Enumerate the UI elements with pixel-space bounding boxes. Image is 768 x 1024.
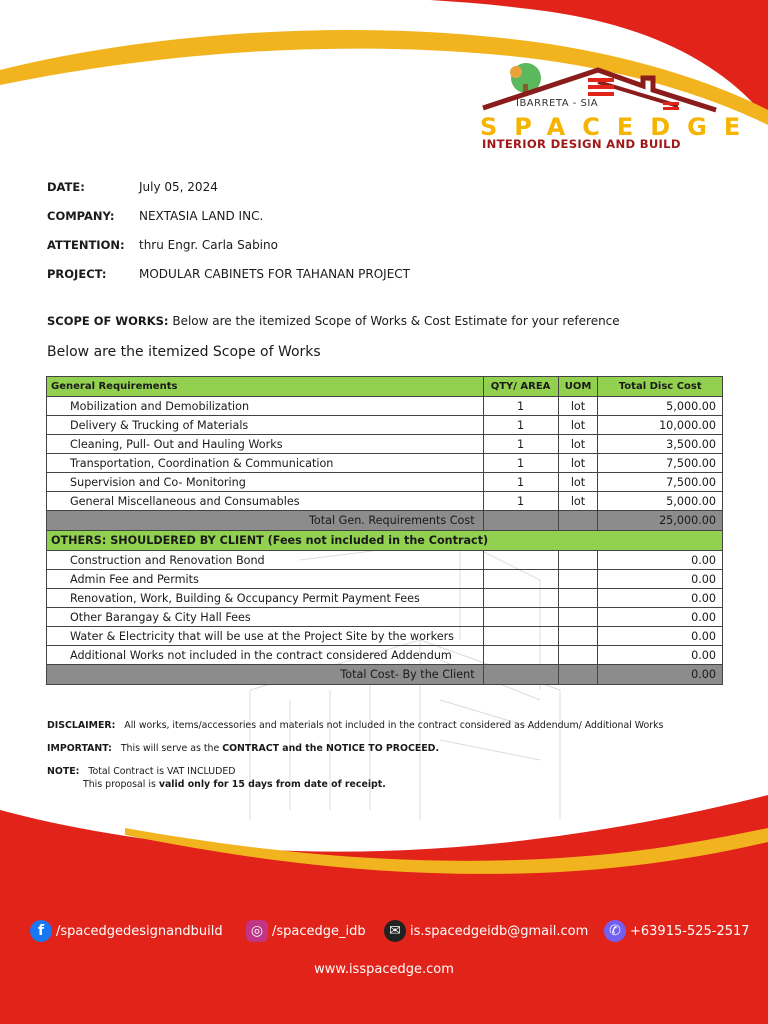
row-cost: 7,500.00	[598, 454, 723, 473]
others-section-header	[47, 531, 723, 551]
row-cost: 7,500.00	[598, 473, 723, 492]
instagram-contact[interactable]	[246, 919, 366, 943]
others-total-row	[47, 665, 723, 685]
row-cost: 5,000.00	[598, 492, 723, 511]
row-item: Additional Works not included in the contract considered Addendum	[47, 646, 484, 665]
email-contact[interactable]	[384, 919, 588, 943]
row-item: Other Barangay & City Hall Fees	[47, 608, 484, 627]
email-icon: ✉	[384, 920, 406, 942]
row-item: Supervision and Co- Monitoring	[47, 473, 484, 492]
empty-cell	[558, 608, 598, 627]
row-uom: lot	[558, 435, 598, 454]
row-uom: lot	[558, 416, 598, 435]
row-qty: 1	[483, 416, 558, 435]
scope-label: SCOPE OF WORKS:	[47, 314, 169, 328]
empty-cell	[558, 646, 598, 665]
general-total-label: Total Gen. Requirements Cost	[47, 511, 484, 531]
table-row	[47, 646, 723, 665]
empty-cell	[483, 589, 558, 608]
row-cost: 3,500.00	[598, 435, 723, 454]
cost-table	[46, 376, 723, 685]
row-cost: 0.00	[598, 646, 723, 665]
phone-contact[interactable]	[604, 919, 750, 943]
table-header-row	[47, 377, 723, 397]
important-text: This will serve as the	[120, 743, 220, 754]
row-qty: 1	[483, 473, 558, 492]
table-row	[47, 551, 723, 570]
table-row	[47, 473, 723, 492]
phone-number[interactable]: +63915-525-2517	[630, 923, 750, 939]
row-qty: 1	[483, 397, 558, 416]
table-row	[47, 608, 723, 627]
table-row	[47, 454, 723, 473]
table-row	[47, 492, 723, 511]
row-uom: lot	[558, 454, 598, 473]
logo-mark	[478, 60, 728, 120]
header-uom: UOM	[558, 377, 598, 397]
website-link[interactable]: www.isspacedge.com	[314, 962, 454, 977]
instagram-icon: ◎	[246, 920, 268, 942]
empty-cell	[483, 511, 558, 531]
validity-text: This proposal is	[83, 779, 156, 790]
row-item: Transportation, Coordination & Communication	[47, 454, 484, 473]
logo-subtitle: IBARRETA - SIA	[516, 98, 599, 109]
table-row	[47, 435, 723, 454]
row-uom: lot	[558, 397, 598, 416]
others-total-value: 0.00	[598, 665, 723, 685]
validity-note	[83, 779, 386, 790]
disclaimer-text: All works, items/accessories and materials not included in the contract considered as Addendum/ Additional Works	[124, 720, 664, 731]
row-cost: 10,000.00	[598, 416, 723, 435]
general-total-row	[47, 511, 723, 531]
viber-icon: ✆	[604, 920, 626, 942]
row-uom: lot	[558, 473, 598, 492]
vat-note	[47, 766, 236, 777]
table-row	[47, 397, 723, 416]
empty-cell	[483, 608, 558, 627]
important-label: IMPORTANT:	[47, 743, 112, 754]
empty-cell	[558, 589, 598, 608]
instagram-handle[interactable]: /spacedge_idb	[272, 923, 366, 939]
facebook-contact[interactable]	[30, 919, 223, 943]
row-item: Admin Fee and Permits	[47, 570, 484, 589]
row-cost: 0.00	[598, 627, 723, 646]
empty-cell	[483, 665, 558, 685]
row-item: Water & Electricity that will be use at the Project Site by the workers	[47, 627, 484, 646]
row-qty: 1	[483, 435, 558, 454]
date-label: DATE:	[47, 180, 85, 194]
disclaimer-note	[47, 720, 663, 731]
row-item: Mobilization and Demobilization	[47, 397, 484, 416]
facebook-handle[interactable]: /spacedgedesignandbuild	[56, 923, 223, 939]
validity-bold-text: valid only for 15 days from date of receipt.	[158, 779, 386, 790]
note-label: NOTE:	[47, 766, 80, 777]
others-total-label: Total Cost- By the Client	[47, 665, 484, 685]
important-bold-text: CONTRACT and the NOTICE TO PROCEED.	[222, 743, 440, 754]
empty-cell	[483, 627, 558, 646]
empty-cell	[558, 570, 598, 589]
empty-cell	[558, 551, 598, 570]
date-value: July 05, 2024	[139, 180, 218, 194]
row-qty: 1	[483, 454, 558, 473]
scope-of-works	[47, 314, 620, 328]
company-logo	[478, 60, 758, 160]
general-total-value: 25,000.00	[598, 511, 723, 531]
header-total-disc-cost: Total Disc Cost	[598, 377, 723, 397]
empty-cell	[483, 646, 558, 665]
facebook-icon: f	[30, 920, 52, 942]
row-cost: 0.00	[598, 551, 723, 570]
empty-cell	[483, 570, 558, 589]
note-text: Total Contract is VAT INCLUDED	[88, 766, 236, 777]
table-row	[47, 627, 723, 646]
project-label: PROJECT:	[47, 267, 107, 281]
row-item: Renovation, Work, Building & Occupancy Permit Payment Fees	[47, 589, 484, 608]
header-general-requirements: General Requirements	[47, 377, 484, 397]
row-cost: 0.00	[598, 608, 723, 627]
row-item: General Miscellaneous and Consumables	[47, 492, 484, 511]
logo-brand-name: SPACEDGE	[480, 113, 758, 141]
company-label: COMPANY:	[47, 209, 115, 223]
attention-label: ATTENTION:	[47, 238, 125, 252]
empty-cell	[483, 551, 558, 570]
row-cost: 0.00	[598, 570, 723, 589]
scope-subheading: Below are the itemized Scope of Works	[47, 344, 321, 360]
table-row	[47, 570, 723, 589]
empty-cell	[558, 511, 598, 531]
attention-value: thru Engr. Carla Sabino	[139, 238, 278, 252]
empty-cell	[558, 665, 598, 685]
disclaimer-label: DISCLAIMER:	[47, 720, 116, 731]
row-item: Delivery & Trucking of Materials	[47, 416, 484, 435]
empty-cell	[558, 627, 598, 646]
others-heading: OTHERS: SHOULDERED BY CLIENT (Fees not included in the Contract)	[47, 531, 723, 551]
row-item: Cleaning, Pull- Out and Hauling Works	[47, 435, 484, 454]
row-item: Construction and Renovation Bond	[47, 551, 484, 570]
row-cost: 5,000.00	[598, 397, 723, 416]
row-cost: 0.00	[598, 589, 723, 608]
scope-text: Below are the itemized Scope of Works & Cost Estimate for your reference	[172, 314, 620, 328]
table-row	[47, 589, 723, 608]
row-qty: 1	[483, 492, 558, 511]
logo-tagline: INTERIOR DESIGN AND BUILD	[482, 137, 681, 151]
table-row	[47, 416, 723, 435]
email-address[interactable]: is.spacedgeidb@gmail.com	[410, 923, 589, 939]
project-value: MODULAR CABINETS FOR TAHANAN PROJECT	[139, 267, 410, 281]
row-uom: lot	[558, 492, 598, 511]
company-value: NEXTASIA LAND INC.	[139, 209, 264, 223]
important-note	[47, 743, 439, 754]
header-qty-area: QTY/ AREA	[483, 377, 558, 397]
